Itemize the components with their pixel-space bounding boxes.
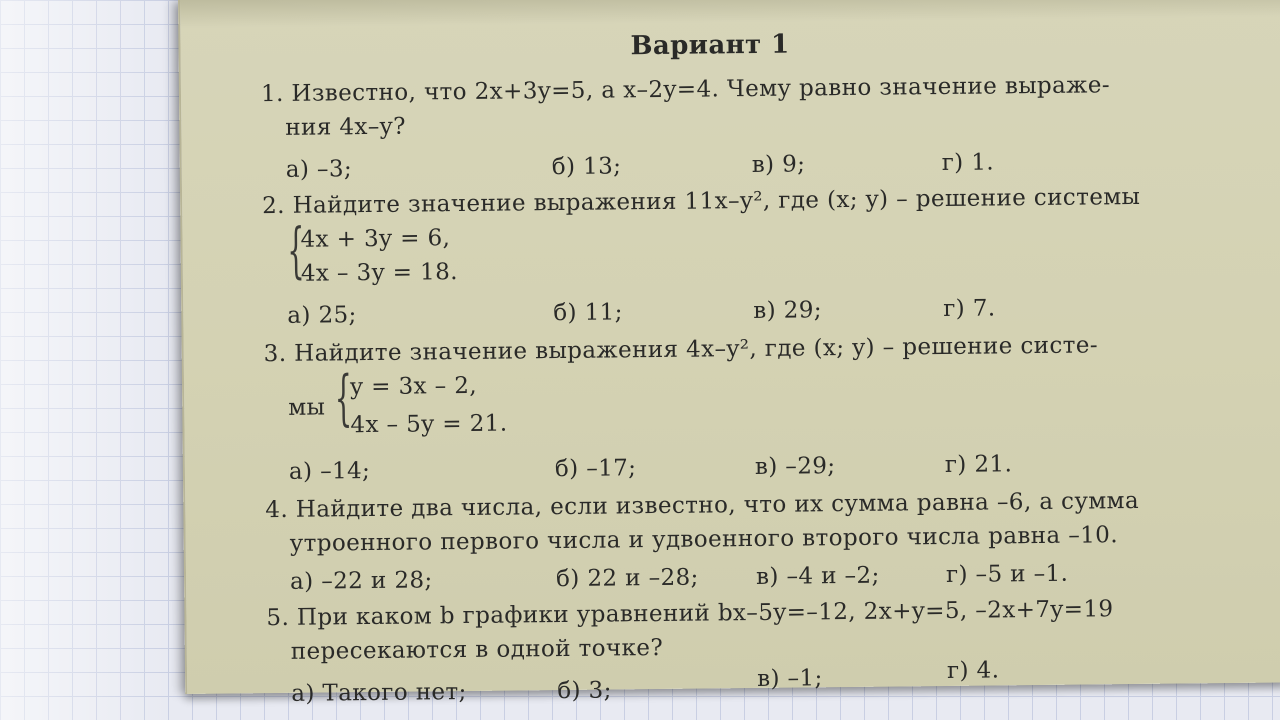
book-page xyxy=(178,0,1280,707)
q1-line2: ния 4x–y? xyxy=(285,113,406,141)
q2-option-b: б) 11; xyxy=(553,299,623,327)
q2-system-brace: { xyxy=(286,215,305,286)
q3-line1: 3. Найдите значение выражения 4x–y², где (x; y) – решение систе- xyxy=(263,332,1099,368)
page-top-shadow xyxy=(180,0,1280,28)
q3-prefix: мы xyxy=(288,394,326,421)
q3-option-b: б) –17; xyxy=(554,455,637,483)
q2-equation1: 4x + 3y = 6, xyxy=(300,225,451,253)
q4-line2: утроенного первого числа и удвоенного второго числа равна –10. xyxy=(289,522,1119,557)
q5-line1: 5. При каком b графики уравнений bx–5y=–12, 2x+y=5, –2x+7y=19 xyxy=(266,596,1114,632)
q3-system-brace: { xyxy=(334,363,353,434)
q1-option-b: б) 13; xyxy=(551,153,622,181)
q5-option-d: г) 4. xyxy=(946,657,1000,684)
q3-option-a: а) –14; xyxy=(288,458,371,485)
q5-line2: пересекаются в одной точке? xyxy=(290,634,664,665)
q4-option-b: б) 22 и –28; xyxy=(555,564,699,593)
q4-option-a: а) –22 и 28; xyxy=(289,567,433,595)
q4-line1: 4. Найдите два числа, если известно, что их сумма равна –6, а сумма xyxy=(265,487,1140,524)
q3-option-c: в) –29; xyxy=(754,453,836,480)
q2-equation2: 4x – 3y = 18. xyxy=(300,259,459,287)
q2-option-a: а) 25; xyxy=(287,302,357,329)
q2-line1: 2. Найдите значение выражения 11x–y², где (x; y) – решение системы xyxy=(262,183,1141,220)
q1-line1: 1. Известно, что 2x+3y=5, а x–2y=4. Чему равно значение выраже- xyxy=(260,72,1111,108)
q2-option-d: г) 7. xyxy=(943,295,996,323)
q1-option-d: г) 1. xyxy=(941,149,995,177)
q1-option-c: в) 9; xyxy=(751,151,806,179)
q5-option-c: в) –1; xyxy=(757,665,823,692)
q1-option-a: а) –3; xyxy=(285,156,353,183)
q3-equation2: 4x – 5y = 21. xyxy=(350,410,508,439)
q2-option-c: в) 29; xyxy=(753,297,823,324)
q5-option-a: а) Такого нет; xyxy=(291,679,467,707)
light-glare xyxy=(0,0,170,720)
q5-option-b: б) 3; xyxy=(557,677,612,705)
page-content xyxy=(260,25,1260,707)
variant-title: Вариант 1 xyxy=(630,29,790,62)
q4-option-d: г) –5 и –1. xyxy=(945,560,1069,588)
q3-equation1: y = 3x – 2, xyxy=(349,372,478,401)
q3-option-d: г) 21. xyxy=(944,451,1013,478)
q4-option-c: в) –4 и –2; xyxy=(755,562,880,590)
